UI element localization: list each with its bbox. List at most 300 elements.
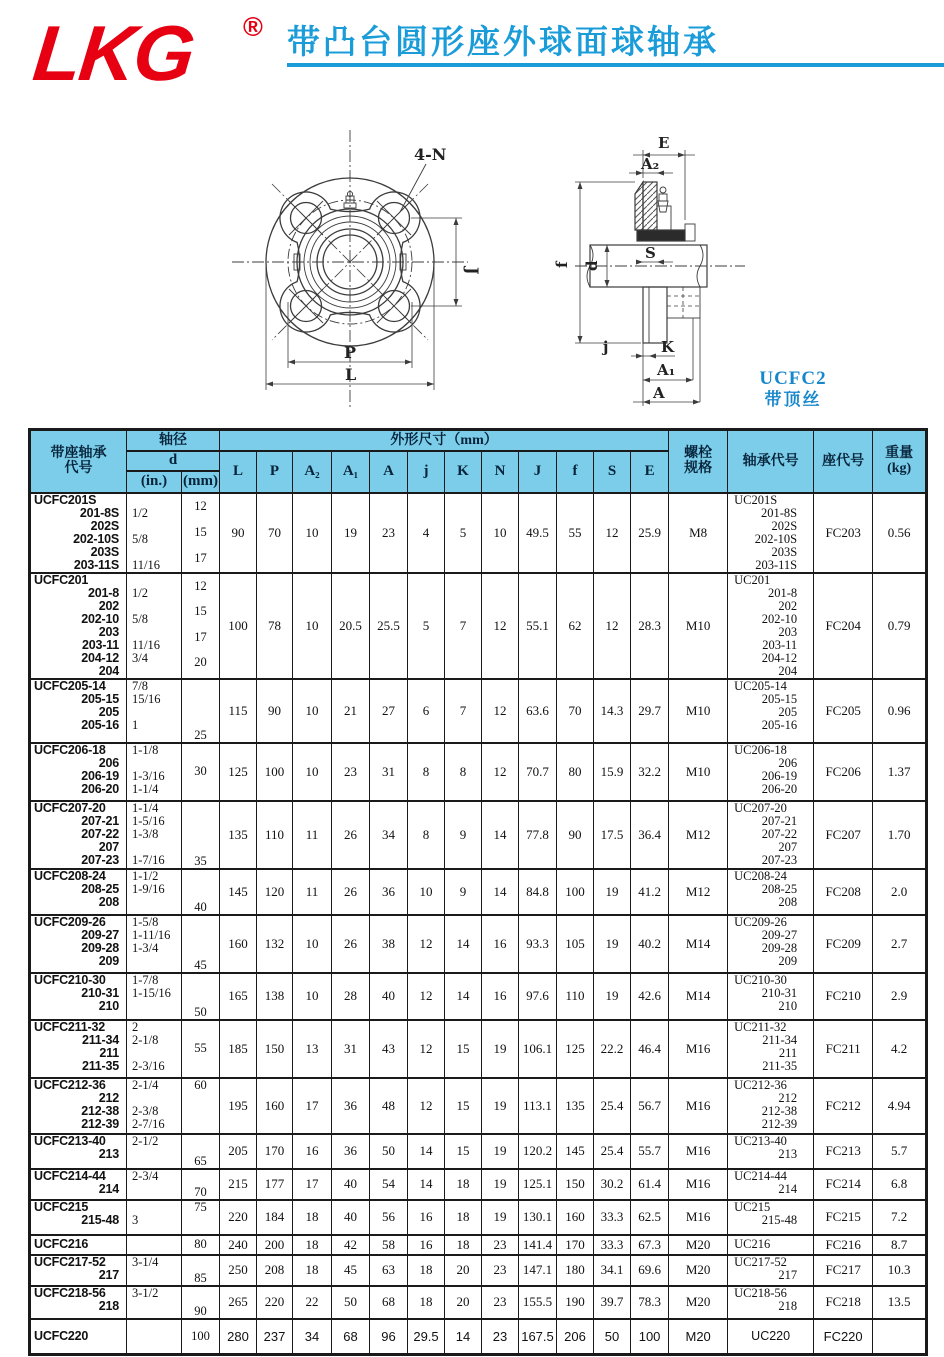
cell-dim-N: 19 [482, 1020, 519, 1078]
header-dim-A: A [370, 451, 408, 493]
table-row [30, 915, 927, 973]
cell-dim-S: 33.3 [594, 1200, 631, 1235]
cell-dim-E: 46.4 [631, 1020, 669, 1078]
cell-dim-j: 16 [408, 1235, 445, 1255]
header-dim-N: N [482, 451, 519, 493]
cell-dim-N: 23 [482, 1235, 519, 1255]
cell-dim-L: 115 [220, 679, 257, 743]
cell-dim-f: 206 [557, 1319, 594, 1355]
cell-bearing-code: UC205-14 205-15 205 205-16 [728, 679, 814, 743]
cell-dim-J: 155.5 [519, 1286, 557, 1319]
cell-dim-A: 25.5 [370, 573, 408, 679]
cell-dim-A: 50 [370, 1134, 408, 1169]
cell-dim-S: 22.2 [594, 1020, 631, 1078]
cell-dim-N: 14 [482, 869, 519, 915]
cell-dim-A1: 68 [332, 1319, 370, 1355]
table-row [30, 743, 927, 801]
header-shaft-diameter: 轴径 [127, 430, 220, 451]
cell-dim-j: 12 [408, 915, 445, 973]
cell-dim-j: 29.5 [408, 1319, 445, 1355]
cell-dim-S: 15.9 [594, 743, 631, 801]
cell-dim-L: 205 [220, 1134, 257, 1169]
cell-dim-L: 215 [220, 1169, 257, 1200]
cell-dim-K: 15 [445, 1078, 482, 1134]
cell-dim-P: 150 [257, 1020, 293, 1078]
cell-seat-code: FC206 [814, 743, 873, 801]
cell-dim-A2: 10 [293, 573, 332, 679]
cell-seat-code: FC217 [814, 1255, 873, 1286]
cell-dim-A1: 28 [332, 973, 370, 1020]
cell-dim-A2: 10 [293, 915, 332, 973]
cell-dim-P: 208 [257, 1255, 293, 1286]
cell-dim-N: 23 [482, 1286, 519, 1319]
cell-dim-A1: 36 [332, 1134, 370, 1169]
cell-bearing-code: UC217-52 217 [728, 1255, 814, 1286]
front-label-p: P [344, 343, 357, 362]
cell-seat-code: FC218 [814, 1286, 873, 1319]
cell-shaft-dia-inch [127, 1319, 182, 1355]
cell-bearing-code: UC201 201-8 202 202-10 203 203-11 204-12 204 [728, 573, 814, 679]
cell-dim-A2: 34 [293, 1319, 332, 1355]
cell-dim-K: 20 [445, 1255, 482, 1286]
header-d: d [127, 451, 220, 471]
cell-seat-bearing-code: UCFC208-24 208-25 208 [30, 869, 127, 915]
cell-weight: 7.2 [873, 1200, 927, 1235]
cell-dim-E: 55.7 [631, 1134, 669, 1169]
cell-dim-A1: 23 [332, 743, 370, 801]
cell-shaft-dia-mm: 55 [182, 1020, 220, 1078]
cell-bearing-code: UC215 215-48 [728, 1200, 814, 1235]
cell-dim-L: 145 [220, 869, 257, 915]
cell-dim-A2: 10 [293, 679, 332, 743]
cell-dim-J: 77.8 [519, 801, 557, 869]
cell-dim-P: 100 [257, 743, 293, 801]
front-label-4n: 4-N [414, 145, 447, 164]
cell-bolt-spec: M10 [669, 573, 728, 679]
cell-dim-N: 10 [482, 493, 519, 573]
cell-weight: 6.8 [873, 1169, 927, 1200]
cell-dim-P: 110 [257, 801, 293, 869]
cell-dim-S: 19 [594, 973, 631, 1020]
cell-dim-j: 14 [408, 1134, 445, 1169]
cell-weight: 0.56 [873, 493, 927, 573]
cell-seat-code: FC211 [814, 1020, 873, 1078]
header-dim-S: S [594, 451, 631, 493]
cell-dim-E: 100 [631, 1319, 669, 1355]
cell-dim-j: 4 [408, 493, 445, 573]
cell-shaft-dia-inch: 1-1/2 1-9/16 [127, 869, 182, 915]
cell-dim-E: 32.2 [631, 743, 669, 801]
header-dim-f: f [557, 451, 594, 493]
cell-dim-S: 25.4 [594, 1134, 631, 1169]
table-row [30, 1255, 927, 1286]
cell-dim-K: 20 [445, 1286, 482, 1319]
header-bearing-with-seat-code: 带座轴承 代号 [30, 430, 127, 493]
cell-dim-A1: 36 [332, 1078, 370, 1134]
cell-dim-P: 177 [257, 1169, 293, 1200]
cell-dim-K: 15 [445, 1020, 482, 1078]
cell-dim-P: 200 [257, 1235, 293, 1255]
cell-dim-A: 27 [370, 679, 408, 743]
cell-dim-J: 49.5 [519, 493, 557, 573]
cell-dim-A2: 18 [293, 1255, 332, 1286]
cell-bearing-code: UC216 [728, 1235, 814, 1255]
cell-seat-bearing-code: UCFC215 215-48 [30, 1200, 127, 1235]
cell-bearing-code: UC214-44 214 [728, 1169, 814, 1200]
cell-dim-S: 12 [594, 573, 631, 679]
cell-weight: 4.2 [873, 1020, 927, 1078]
cell-dim-P: 160 [257, 1078, 293, 1134]
cell-dim-P: 138 [257, 973, 293, 1020]
cell-dim-N: 19 [482, 1200, 519, 1235]
cell-dim-f: 55 [557, 493, 594, 573]
cell-dim-A2: 17 [293, 1169, 332, 1200]
cell-dim-N: 12 [482, 679, 519, 743]
cell-weight: 5.7 [873, 1134, 927, 1169]
cell-dim-E: 40.2 [631, 915, 669, 973]
cell-dim-f: 170 [557, 1235, 594, 1255]
cell-dim-J: 141.4 [519, 1235, 557, 1255]
cell-dim-J: 120.2 [519, 1134, 557, 1169]
cell-shaft-dia-inch: 2-1/2 [127, 1134, 182, 1169]
cell-shaft-dia-mm: 50 [182, 973, 220, 1020]
table-row [30, 1020, 927, 1078]
cell-dim-S: 30.2 [594, 1169, 631, 1200]
side-label-e: E [658, 134, 670, 152]
cell-dim-j: 16 [408, 1200, 445, 1235]
cell-seat-code: FC204 [814, 573, 873, 679]
cell-bolt-spec: M14 [669, 915, 728, 973]
cell-weight: 1.37 [873, 743, 927, 801]
cell-dim-j: 5 [408, 573, 445, 679]
cell-dim-A2: 10 [293, 973, 332, 1020]
cell-dim-N: 12 [482, 743, 519, 801]
cell-bolt-spec: M20 [669, 1286, 728, 1319]
cell-dim-f: 70 [557, 679, 594, 743]
table-row [30, 1286, 927, 1319]
header-seat-code: 座代号 [814, 430, 873, 493]
cell-dim-A: 58 [370, 1235, 408, 1255]
cell-dim-j: 14 [408, 1169, 445, 1200]
series-code: UCFC2 [759, 368, 827, 389]
cell-weight: 2.9 [873, 973, 927, 1020]
side-view-drawing [545, 128, 755, 428]
cell-dim-f: 145 [557, 1134, 594, 1169]
cell-bearing-code: UC208-24 208-25 208 [728, 869, 814, 915]
table-row [30, 1134, 927, 1169]
cell-dim-P: 70 [257, 493, 293, 573]
cell-dim-A1: 19 [332, 493, 370, 573]
cell-shaft-dia-mm: 12 15 17 [182, 493, 220, 573]
cell-dim-K: 5 [445, 493, 482, 573]
cell-shaft-dia-mm: 60 [182, 1078, 220, 1134]
cell-dim-P: 90 [257, 679, 293, 743]
cell-dim-j: 8 [408, 743, 445, 801]
cell-dim-A2: 22 [293, 1286, 332, 1319]
cell-dim-L: 185 [220, 1020, 257, 1078]
cell-dim-N: 19 [482, 1078, 519, 1134]
page-title: 带凸台圆形座外球面球轴承 [287, 23, 719, 60]
cell-dim-L: 135 [220, 801, 257, 869]
cell-dim-K: 14 [445, 1319, 482, 1355]
cell-bearing-code: UC213-40 213 [728, 1134, 814, 1169]
cell-shaft-dia-inch: 1-1/4 1-5/16 1-3/8 1-7/16 [127, 801, 182, 869]
cell-seat-bearing-code: UCFC213-40 213 [30, 1134, 127, 1169]
cell-bearing-code: UC206-18 206 206-19 206-20 [728, 743, 814, 801]
cell-dim-j: 12 [408, 1020, 445, 1078]
header-dim-L: L [220, 451, 257, 493]
front-label-l: L [345, 365, 357, 384]
cell-bolt-spec: M12 [669, 801, 728, 869]
cell-dim-E: 56.7 [631, 1078, 669, 1134]
cell-dim-f: 90 [557, 801, 594, 869]
cell-shaft-dia-inch: 1/2 5/8 11/16 [127, 493, 182, 573]
cell-dim-S: 19 [594, 915, 631, 973]
cell-dim-L: 90 [220, 493, 257, 573]
cell-dim-f: 80 [557, 743, 594, 801]
side-label-a: A [653, 384, 665, 402]
cell-dim-K: 9 [445, 801, 482, 869]
spec-table-wrap [28, 428, 928, 1356]
table-row [30, 1235, 927, 1255]
cell-dim-E: 36.4 [631, 801, 669, 869]
cell-dim-K: 7 [445, 573, 482, 679]
cell-dim-E: 41.2 [631, 869, 669, 915]
cell-dim-A1: 42 [332, 1235, 370, 1255]
cell-dim-A1: 45 [332, 1255, 370, 1286]
cell-bolt-spec: M14 [669, 973, 728, 1020]
cell-dim-L: 125 [220, 743, 257, 801]
cell-weight: 1.70 [873, 801, 927, 869]
cell-dim-A1: 40 [332, 1169, 370, 1200]
cell-dim-S: 14.3 [594, 679, 631, 743]
cell-dim-j: 18 [408, 1255, 445, 1286]
cell-seat-code: FC214 [814, 1169, 873, 1200]
cell-shaft-dia-inch: 2-3/4 [127, 1169, 182, 1200]
cell-dim-A: 34 [370, 801, 408, 869]
cell-dim-A: 43 [370, 1020, 408, 1078]
cell-seat-bearing-code: UCFC207-20 207-21 207-22 207 207-23 [30, 801, 127, 869]
side-label-a2: A₂ [641, 155, 660, 173]
cell-seat-bearing-code: UCFC217-52 217 [30, 1255, 127, 1286]
cell-dim-J: 167.5 [519, 1319, 557, 1355]
cell-dim-K: 18 [445, 1200, 482, 1235]
cell-dim-f: 105 [557, 915, 594, 973]
cell-seat-bearing-code: UCFC212-36 212 212-38 212-39 [30, 1078, 127, 1134]
cell-shaft-dia-mm: 45 [182, 915, 220, 973]
cell-dim-J: 125.1 [519, 1169, 557, 1200]
cell-weight: 2.7 [873, 915, 927, 973]
cell-shaft-dia-mm: 85 [182, 1255, 220, 1286]
cell-weight: 10.3 [873, 1255, 927, 1286]
cell-bolt-spec: M16 [669, 1169, 728, 1200]
cell-dim-J: 113.1 [519, 1078, 557, 1134]
header-outer-dimensions-group: 外形尺寸（mm） [220, 430, 669, 451]
cell-dim-J: 93.3 [519, 915, 557, 973]
cell-shaft-dia-mm: 100 [182, 1319, 220, 1355]
cell-dim-A2: 10 [293, 743, 332, 801]
cell-dim-E: 42.6 [631, 973, 669, 1020]
cell-dim-E: 29.7 [631, 679, 669, 743]
cell-dim-S: 17.5 [594, 801, 631, 869]
cell-shaft-dia-mm: 70 [182, 1169, 220, 1200]
table-row [30, 1078, 927, 1134]
cell-dim-E: 25.9 [631, 493, 669, 573]
table-row [30, 869, 927, 915]
cell-dim-P: 237 [257, 1319, 293, 1355]
cell-dim-f: 180 [557, 1255, 594, 1286]
cell-shaft-dia-inch: 1-1/8 1-3/16 1-1/4 [127, 743, 182, 801]
series-note-text: 带顶丝 [764, 390, 822, 409]
cell-dim-j: 6 [408, 679, 445, 743]
cell-bolt-spec: M20 [669, 1319, 728, 1355]
cell-bearing-code: UC211-32 211-34 211 211-35 [728, 1020, 814, 1078]
cell-dim-P: 184 [257, 1200, 293, 1235]
cell-dim-S: 34.1 [594, 1255, 631, 1286]
cell-dim-A: 54 [370, 1169, 408, 1200]
cell-dim-K: 14 [445, 973, 482, 1020]
cell-seat-code: FC216 [814, 1235, 873, 1255]
cell-bolt-spec: M16 [669, 1078, 728, 1134]
side-label-j: j [603, 338, 609, 356]
table-row [30, 801, 927, 869]
series-note [738, 368, 848, 410]
table-row [30, 1169, 927, 1200]
cell-weight: 8.7 [873, 1235, 927, 1255]
cell-dim-A: 36 [370, 869, 408, 915]
table-row [30, 679, 927, 743]
cell-shaft-dia-inch: 1-7/8 1-15/16 [127, 973, 182, 1020]
cell-dim-L: 195 [220, 1078, 257, 1134]
cell-bolt-spec: M10 [669, 679, 728, 743]
cell-dim-J: 130.1 [519, 1200, 557, 1235]
cell-dim-A: 63 [370, 1255, 408, 1286]
cell-weight: 4.94 [873, 1078, 927, 1134]
cell-dim-A1: 31 [332, 1020, 370, 1078]
table-row [30, 973, 927, 1020]
brand-logo: LKG [29, 9, 198, 97]
cell-dim-J: 84.8 [519, 869, 557, 915]
cell-seat-code: FC210 [814, 973, 873, 1020]
cell-dim-L: 100 [220, 573, 257, 679]
cell-seat-code: FC220 [814, 1319, 873, 1355]
cell-bearing-code: UC210-30 210-31 210 [728, 973, 814, 1020]
cell-dim-L: 165 [220, 973, 257, 1020]
cell-shaft-dia-inch [127, 1235, 182, 1255]
cell-dim-f: 190 [557, 1286, 594, 1319]
header-mm: (mm) [182, 471, 220, 493]
cell-dim-K: 18 [445, 1169, 482, 1200]
cell-dim-K: 9 [445, 869, 482, 915]
cell-dim-N: 16 [482, 915, 519, 973]
cell-dim-A1: 26 [332, 801, 370, 869]
cell-bolt-spec: M20 [669, 1235, 728, 1255]
cell-bolt-spec: M10 [669, 743, 728, 801]
header-dim-E: E [631, 451, 669, 493]
cell-seat-code: FC205 [814, 679, 873, 743]
cell-dim-K: 18 [445, 1235, 482, 1255]
cell-seat-bearing-code: UCFC218-56 218 [30, 1286, 127, 1319]
header-dim-J: J [519, 451, 557, 493]
cell-dim-P: 78 [257, 573, 293, 679]
cell-shaft-dia-inch: 3-1/2 [127, 1286, 182, 1319]
side-label-f: f [553, 261, 571, 268]
header-dim-A2: A₂ [293, 451, 332, 493]
cell-dim-J: 147.1 [519, 1255, 557, 1286]
table-row [30, 1200, 927, 1235]
cell-dim-f: 125 [557, 1020, 594, 1078]
cell-dim-E: 61.4 [631, 1169, 669, 1200]
cell-dim-f: 135 [557, 1078, 594, 1134]
cell-weight: 0.79 [873, 573, 927, 679]
header-dim-K: K [445, 451, 482, 493]
front-label-j: J [463, 267, 482, 275]
cell-weight: 13.5 [873, 1286, 927, 1319]
cell-dim-j: 10 [408, 869, 445, 915]
cell-dim-S: 12 [594, 493, 631, 573]
side-label-a1: A₁ [657, 361, 676, 379]
cell-shaft-dia-mm: 35 [182, 801, 220, 869]
header-dim-A1: A₁ [332, 451, 370, 493]
cell-dim-K: 14 [445, 915, 482, 973]
cell-seat-bearing-code: UCFC211-32 211-34 211 211-35 [30, 1020, 127, 1078]
cell-dim-N: 23 [482, 1319, 519, 1355]
table-row [30, 573, 927, 679]
cell-dim-f: 110 [557, 973, 594, 1020]
cell-shaft-dia-inch: 3-1/4 [127, 1255, 182, 1286]
cell-dim-A: 96 [370, 1319, 408, 1355]
header-dim-P: P [257, 451, 293, 493]
cell-shaft-dia-mm: 80 [182, 1235, 220, 1255]
cell-dim-A: 38 [370, 915, 408, 973]
cell-dim-A1: 21 [332, 679, 370, 743]
cell-dim-L: 160 [220, 915, 257, 973]
table-row [30, 1319, 927, 1355]
cell-bolt-spec: M12 [669, 869, 728, 915]
cell-dim-L: 280 [220, 1319, 257, 1355]
cell-shaft-dia-mm: 75 [182, 1200, 220, 1235]
cell-dim-S: 33.3 [594, 1235, 631, 1255]
cell-dim-E: 67.3 [631, 1235, 669, 1255]
cell-dim-j: 18 [408, 1286, 445, 1319]
cell-seat-bearing-code: UCFC201 201-8 202 202-10 203 203-11 204-12 204 [30, 573, 127, 679]
cell-dim-j: 12 [408, 1078, 445, 1134]
cell-dim-A1: 26 [332, 869, 370, 915]
cell-seat-bearing-code: UCFC201S 201-8S 202S 202-10S 203S 203-11S [30, 493, 127, 573]
cell-dim-P: 132 [257, 915, 293, 973]
cell-dim-L: 240 [220, 1235, 257, 1255]
cell-dim-N: 23 [482, 1255, 519, 1286]
cell-seat-bearing-code: UCFC216 [30, 1235, 127, 1255]
cell-shaft-dia-mm: 90 [182, 1286, 220, 1319]
cell-dim-J: 70.7 [519, 743, 557, 801]
registered-trademark-icon: ® [243, 12, 263, 42]
cell-dim-J: 97.6 [519, 973, 557, 1020]
cell-bearing-code: UC212-36 212 212-38 212-39 [728, 1078, 814, 1134]
cell-dim-A2: 11 [293, 869, 332, 915]
cell-dim-A: 40 [370, 973, 408, 1020]
cell-dim-A2: 11 [293, 801, 332, 869]
cell-dim-N: 19 [482, 1169, 519, 1200]
cell-shaft-dia-inch: 1/2 5/8 11/16 3/4 [127, 573, 182, 679]
cell-bolt-spec: M16 [669, 1134, 728, 1169]
cell-dim-P: 220 [257, 1286, 293, 1319]
cell-dim-L: 250 [220, 1255, 257, 1286]
cell-dim-f: 160 [557, 1200, 594, 1235]
cell-shaft-dia-inch: 3 [127, 1200, 182, 1235]
header-bolt-spec: 螺栓 规格 [669, 430, 728, 493]
cell-dim-A2: 16 [293, 1134, 332, 1169]
